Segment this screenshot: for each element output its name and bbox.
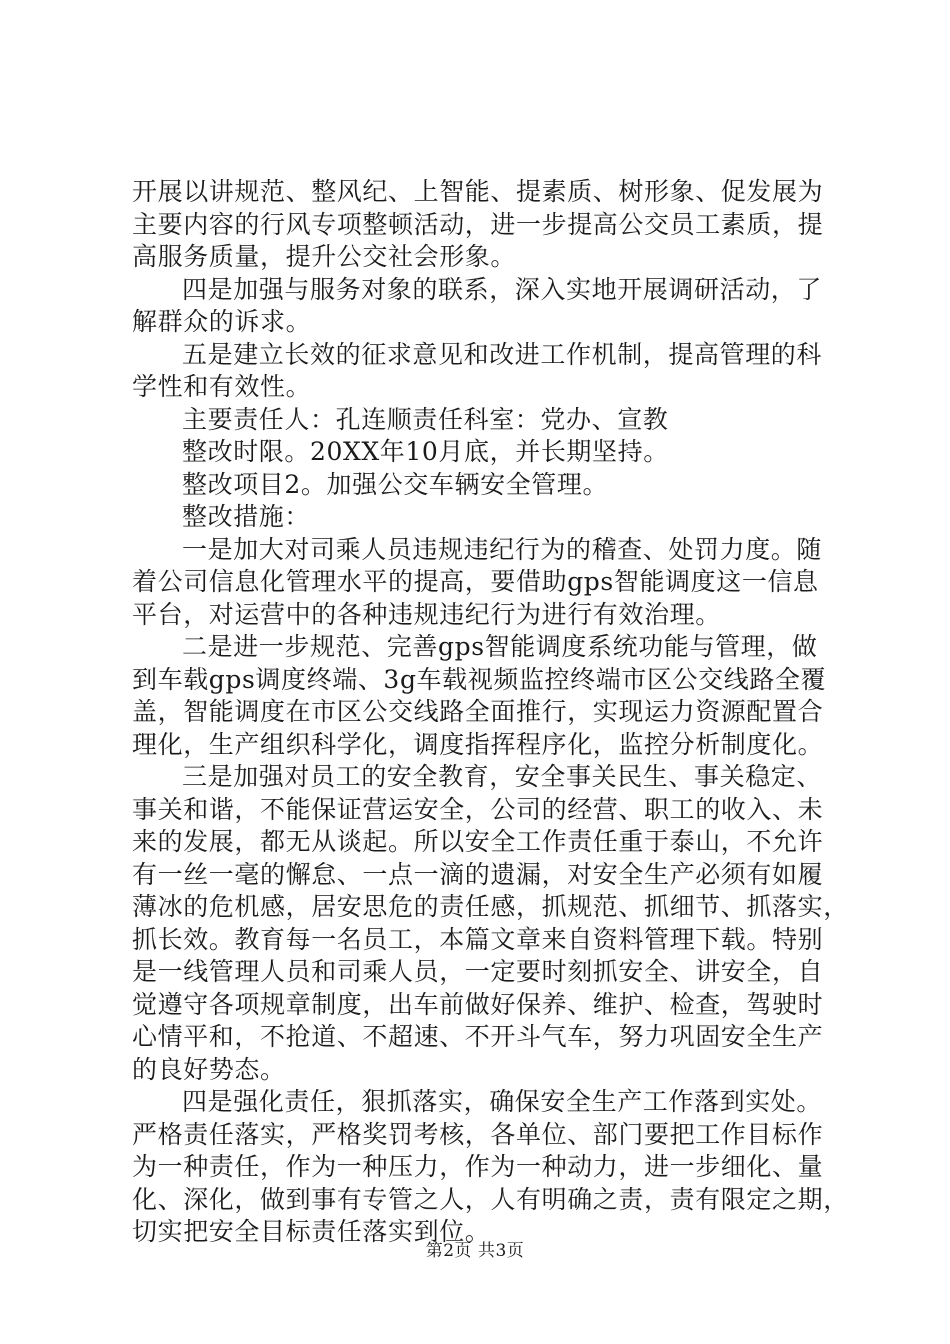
text-line: 主要责任人：孔连顺责任科室：党办、宣教: [182, 404, 669, 434]
text-line: 二是进一步规范、完善gps智能调度系统功能与管理，做: [182, 632, 818, 661]
paragraph: [132, 1086, 849, 1249]
text-line: 整改时限。20XX年10月底，并长期坚持。: [182, 437, 669, 466]
text-line: 理化，生产组织科学化，调度指挥程序化，监控分析制度化。: [132, 729, 824, 759]
text-line: 平台，对运营中的各种违规违纪行为进行有效治理。: [132, 599, 721, 629]
text-line: 事关和谐，不能保证营运安全，公司的经营、职工的收入、未: [132, 794, 824, 824]
text-line: 化、深化，做到事有专管之人，人有明确之责，责有限定之期，: [132, 1184, 849, 1214]
text-line: 薄冰的危机感，居安思危的责任感，抓规范、抓细节、抓落实，: [132, 892, 849, 921]
text-line: 五是建立长效的征求意见和改进工作机制，提高管理的科: [182, 339, 823, 369]
paragraph: [132, 339, 832, 404]
text-line: 盖，智能调度在市区公交线路全面推行，实现运力资源配置合: [132, 697, 824, 726]
paragraph: [132, 469, 832, 502]
text-line: 高服务质量，提升公交社会形象。: [132, 242, 517, 271]
text-line: 抓长效。教育每一名员工，本篇文章来自资料管理下载。特别: [132, 924, 824, 954]
paragraph: [132, 436, 832, 469]
text-line: 的良好势态。: [132, 1054, 286, 1084]
document-body: [132, 176, 849, 1249]
text-line: 三是加强对员工的安全教育，安全事关民生、事关稳定、: [182, 762, 823, 791]
text-line: 觉遵守各项规章制度，出车前做好保养、维护、检查，驾驶时: [132, 989, 824, 1019]
paragraph: [132, 534, 832, 632]
text-line: 四是加强与服务对象的联系，深入实地开展调研活动，了: [182, 274, 823, 304]
text-line: 来的发展，都无从谈起。所以安全工作责任重于泰山，不允许: [132, 827, 824, 856]
text-line: 有一丝一毫的懈怠、一点一滴的遗漏，对安全生产必须有如履: [132, 859, 824, 889]
paragraph: [132, 404, 832, 437]
paragraph: [132, 631, 832, 761]
text-line: 主要内容的行风专项整顿活动，进一步提高公交员工素质，提: [132, 209, 824, 239]
paragraph: [132, 761, 849, 1086]
text-line: 为一种责任，作为一种压力，作为一种动力，进一步细化、量: [132, 1152, 824, 1181]
text-line: 整改项目2。加强公交车辆安全管理。: [182, 469, 609, 499]
text-line: 严格责任落实，严格奖罚考核，各单位、部门要把工作目标作: [132, 1119, 824, 1149]
page-footer: 第2页 共3页: [425, 1241, 525, 1261]
paragraph: [132, 501, 832, 534]
text-line: 学性和有效性。: [132, 372, 312, 401]
paragraph: [132, 274, 832, 339]
text-line: 切实把安全目标责任落实到位。: [132, 1217, 491, 1246]
paragraph: [132, 176, 832, 274]
text-line: 到车载gps调度终端、3g车载视频监控终端市区公交线路全覆: [132, 664, 827, 694]
text-line: 一是加大对司乘人员违规违纪行为的稽查、处罚力度。随: [182, 534, 823, 564]
text-line: 四是强化责任，狠抓落实，确保安全生产工作落到实处。: [182, 1087, 823, 1116]
text-line: 开展以讲规范、整风纪、上智能、提素质、树形象、促发展为: [132, 177, 824, 206]
text-line: 心情平和，不抢道、不超速、不开斗气车，努力巩固安全生产: [132, 1022, 824, 1051]
text-line: 解群众的诉求。: [132, 307, 312, 336]
text-line: 是一线管理人员和司乘人员，一定要时刻抓安全、讲安全，自: [132, 957, 824, 986]
text-line: 着公司信息化管理水平的提高，要借助gps智能调度这一信息: [132, 567, 819, 596]
text-line: 整改措施：: [182, 502, 311, 531]
